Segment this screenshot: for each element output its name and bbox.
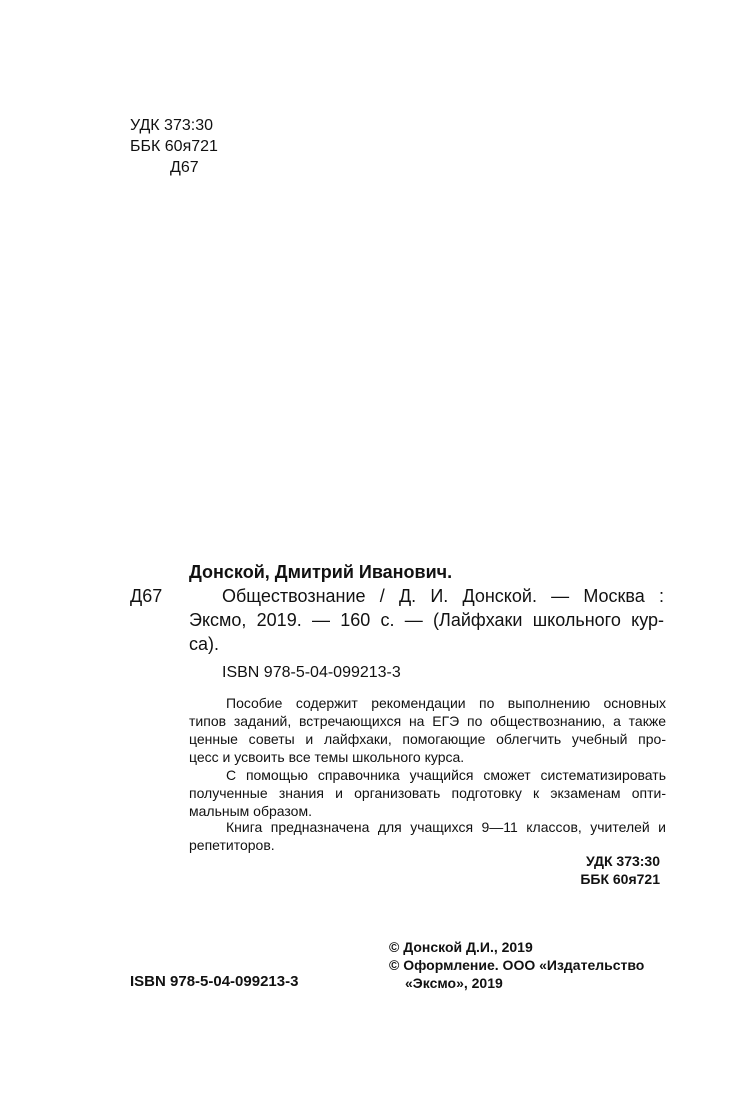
entry-isbn: ISBN 978-5-04-099213-3: [222, 664, 401, 681]
bottom-bbk: ББК 60я721: [580, 871, 660, 887]
annotation-p3-line2: репетиторов.: [189, 837, 275, 853]
copyright-design-line1: © Оформление. ООО «Издательство: [389, 957, 645, 973]
annotation-p1-line1: Пособие содержит рекомендации по выполнению основных: [226, 695, 666, 711]
annotation-p1-line3: ценные советы и лайфхаки, помогающие облегчить учебный про-: [189, 731, 666, 747]
annotation-p1-line4: цесс и усвоить все темы школьного курса.: [189, 749, 465, 765]
entry-line-1: Обществознание / Д. И. Донской. — Москва :: [222, 586, 664, 606]
bottom-udk: УДК 373:30: [586, 853, 660, 869]
copyright-design-line2: «Эксмо», 2019: [405, 975, 503, 991]
annotation-p2-line2: полученные знания и организовать подготовку к экзаменам опти-: [189, 785, 666, 801]
author-heading: Донской, Дмитрий Иванович.: [189, 562, 453, 582]
entry-line-3: са).: [189, 634, 220, 654]
top-bbk: ББК 60я721: [130, 138, 218, 155]
annotation-p2-line3: мальным образом.: [189, 803, 312, 819]
annotation-p3-line1: Книга предназначена для учащихся 9—11 классов, учителей и: [226, 819, 666, 835]
copyright-author: © Донской Д.И., 2019: [389, 939, 533, 955]
entry-line-2: Эксмо, 2019. — 160 с. — (Лайфхаки школьного кур-: [189, 610, 664, 630]
annotation-p1-line2: типов заданий, встречающихся на ЕГЭ по обществознанию, а также: [189, 713, 666, 729]
top-udk: УДК 373:30: [130, 117, 213, 134]
top-author-sign: Д67: [170, 159, 199, 176]
footer-isbn: ISBN 978-5-04-099213-3: [130, 973, 299, 990]
annotation-p2-line1: С помощью справочника учащийся сможет систематизировать: [226, 767, 666, 783]
entry-sign: Д67: [130, 586, 163, 606]
